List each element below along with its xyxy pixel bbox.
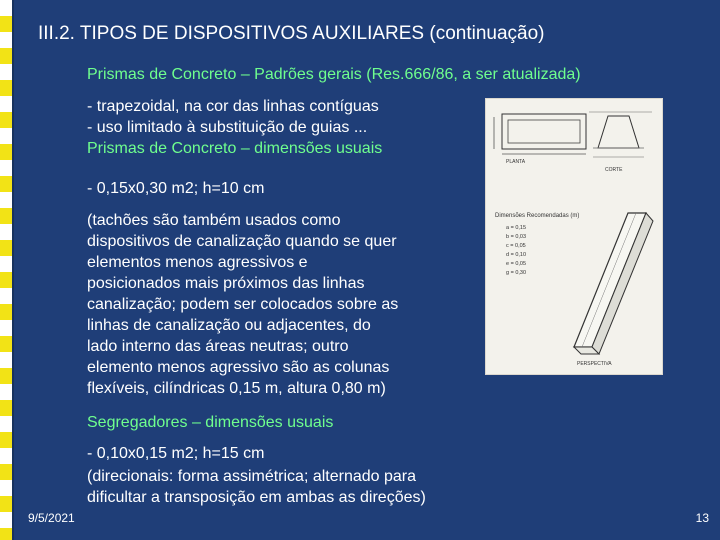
paragraph-line: dispositivos de canalização quando se quer	[87, 233, 397, 250]
prism-diagram-figure	[485, 98, 663, 375]
perspective-label: PERSPECTIVA	[577, 361, 612, 367]
paragraph-line: (tachões são também usados como	[87, 212, 341, 229]
prism-technical-drawing	[486, 99, 662, 374]
left-decorative-stripe	[0, 0, 14, 540]
dimension-a: a = 0,15	[506, 225, 527, 231]
tachoes-paragraph	[87, 210, 459, 399]
section-label: CORTE	[605, 167, 623, 173]
dimension-prismas: - 0,15x0,30 m2; h=10 cm	[87, 180, 265, 197]
paragraph-line: flexíveis, cilíndricas 0,15 m, altura 0,80 m)	[87, 380, 386, 397]
slide-title: III.2. TIPOS DE DISPOSITIVOS AUXILIARES (continuação)	[38, 23, 545, 44]
dimension-g: g = 0,30	[506, 270, 527, 276]
dimension-c: c = 0,05	[506, 243, 526, 249]
prismas-bullets	[87, 96, 382, 159]
segregadores-paragraph	[87, 466, 487, 508]
paragraph-line: elemento menos agressivo são as colunas	[87, 359, 390, 376]
segregadores-line: dificultar a transposição em ambas as direções)	[87, 489, 426, 506]
segregadores-line: (direcionais: forma assimétrica; alternado para	[87, 468, 417, 485]
slide-date: 9/5/2021	[28, 511, 75, 525]
dimensions-title: Dimensões Recomendadas (m)	[495, 213, 580, 219]
bullet-uso-limitado: - uso limitado à substituição de guias ...	[87, 119, 368, 136]
paragraph-line: linhas de canalização ou adjacentes, do	[87, 317, 371, 334]
section-dimensoes-prismas: Prismas de Concreto – dimensões usuais	[87, 140, 383, 157]
page-number: 13	[695, 511, 709, 525]
subtitle-prismas-padroes: Prismas de Concreto – Padrões gerais (Res.666/86, a ser atualizada)	[87, 66, 581, 83]
bullet-trapezoidal: - trapezoidal, na cor das linhas contíguas	[87, 98, 379, 115]
paragraph-line: posicionados mais próximos das linhas	[87, 275, 365, 292]
paragraph-line: canalização; podem ser colocados sobre as	[87, 296, 399, 313]
dimension-d: d = 0,10	[506, 252, 527, 258]
dimension-segregadores: - 0,10x0,15 m2; h=15 cm	[87, 445, 265, 462]
paragraph-line: lado interno das áreas neutras; outro	[87, 338, 349, 355]
section-segregadores: Segregadores – dimensões usuais	[87, 414, 334, 431]
plan-label: PLANTA	[506, 159, 526, 165]
dimension-b: b = 0,03	[506, 234, 527, 240]
dimension-e: e = 0,05	[506, 261, 527, 267]
paragraph-line: elementos menos agressivos e	[87, 254, 308, 271]
